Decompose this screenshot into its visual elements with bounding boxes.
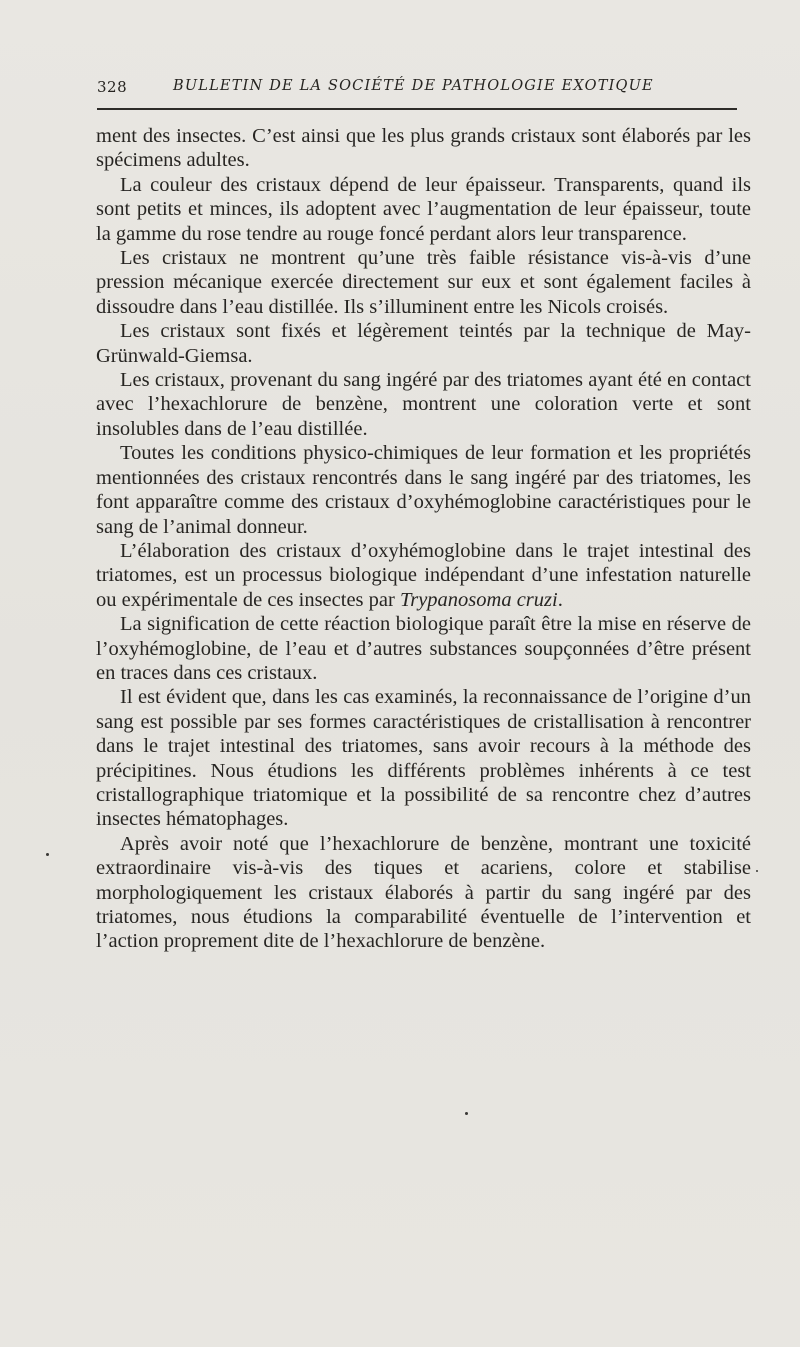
paragraph-4: Les cristaux sont fixés et légèrement teintés par la technique de May-Grünwald-Giemsa.: [96, 320, 751, 367]
paragraph-7: [96, 539, 751, 612]
paragraph-7-end: .: [557, 588, 563, 611]
paragraph-10: Après avoir noté que l’hexachlorure de benzène, montrant une toxicité extraordinaire vis-à-vis des tiques et acariens, colore et stabilise morphologiquement les cristaux élaborés à partir du sang ingéré par des triatomes, nous étudions la comparabilité éventuelle de l’intervention et l’action proprement dite de l’hexachlorure de benzène.: [96, 832, 751, 953]
scan-speck: [465, 1112, 468, 1115]
running-title: BULLETIN DE LA SOCIÉTÉ DE PATHOLOGIE EXOTIQUE: [173, 78, 654, 94]
header-rule: [97, 108, 737, 110]
paragraph-7-text: L’élaboration des cristaux d’oxyhémoglobine dans le trajet intestinal des triatomes, est un processus biologique indépendant d’une infestation naturelle ou expérimentale de ces insectes par: [96, 539, 751, 611]
paragraph-2: La couleur des cristaux dépend de leur épaisseur. Transparents, quand ils sont petits et minces, ils adoptent avec l’augmentation de leur épaisseur, toute la gamme du rose tendre au rouge foncé perdant alors leur transparence.: [96, 173, 751, 245]
page-number: 328: [97, 78, 128, 96]
paragraph-8: La signification de cette réaction biologique paraît être la mise en réserve de l’oxyhémoglobine, de l’eau et d’autres substances soupçonnées d’être présent en traces dans ces cristaux.: [96, 613, 751, 684]
scan-speck: [46, 853, 49, 856]
scan-speck: [756, 870, 758, 872]
page-header: [97, 78, 737, 102]
paragraph-1: ment des insectes. C’est ainsi que les plus grands cristaux sont élaborés par les spécimens adultes.: [96, 125, 751, 172]
body-text: [96, 124, 751, 954]
paragraph-6: Toutes les conditions physico-chimiques de leur formation et les propriétés mentionnées des cristaux rencontrés dans le sang ingéré par des triatomes, les font apparaître comme des cristaux d’oxyhémoglobine caractéristiques pour le sang de l’animal donneur.: [96, 442, 751, 538]
paragraph-5: Les cristaux, provenant du sang ingéré par des triatomes ayant été en contact avec l’hexachlorure de benzène, montrent une coloration verte et sont insolubles dans de l’eau distillée.: [96, 369, 751, 440]
paragraph-9: Il est évident que, dans les cas examinés, la reconnaissance de l’origine d’un sang est possible par ses formes caractéristiques de cristallisation à rencontrer dans le trajet intestinal des triatomes, sans avoir recours à la méthode des précipitines. Nous étudions les différents problèmes inhérents à ce test cristallographique triatomique et la possibilité de sa rencontre chez d’autres insectes hématophages.: [96, 686, 751, 831]
species-name: Trypanosoma cruzi: [399, 588, 558, 611]
paragraph-3: Les cristaux ne montrent qu’une très faible résistance vis-à-vis d’une pression mécanique exercée directement sur eux et sont également faciles à dissoudre dans l’eau distillée. Ils s’illuminent entre les Nicols croisés.: [96, 247, 751, 318]
